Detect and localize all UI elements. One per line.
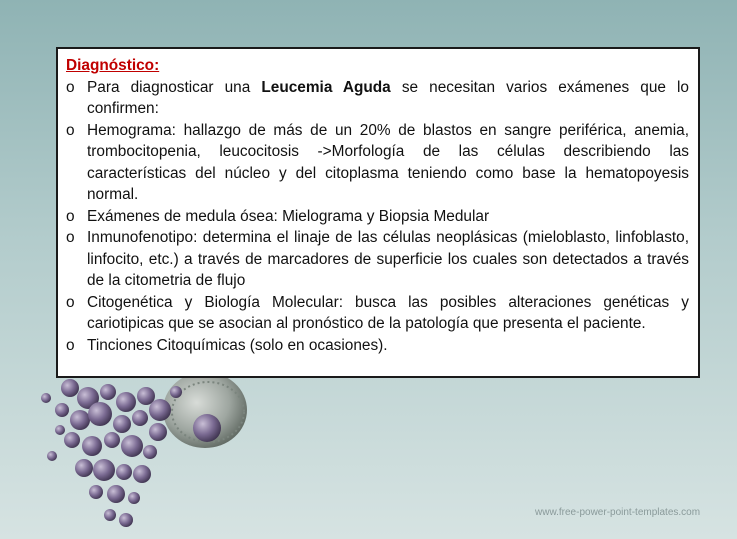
- list-item: o Hemograma: hallazgo de más de un 20% de blastos en sangre periférica, anemia, trombocitopenia, leucocitosis ->Morfología de las células describiendo las características del núcleo y del citoplasma teniendo como base la hematopoyesis normal.: [66, 121, 689, 203]
- bullet: o: [66, 207, 75, 225]
- bullet: o: [66, 229, 75, 246]
- list-item: o Inmunofenotipo: determina el linaje de las células neoplásicas (mieloblasto, linfoblasto, linfocito, etc.) a través de marcadores de superficie los cuales son detectados a través de la citometria de flujo: [66, 229, 689, 289]
- bullet: o: [66, 293, 75, 311]
- bullet: o: [66, 336, 75, 354]
- list-item: o Tinciones Citoquímicas (solo en ocasiones).: [66, 335, 689, 357]
- purple-cell-cluster: [41, 379, 182, 527]
- diagnosis-list: [66, 77, 689, 357]
- diagnosis-textbox: [56, 47, 700, 378]
- list-item: o Exámenes de medula ósea: Mielograma y Biopsia Medular: [66, 206, 689, 228]
- grey-cell: [163, 372, 247, 448]
- emphasis-leucemia-aguda: Leucemia Aguda: [261, 78, 391, 96]
- list-item: o Para diagnosticar una Leucemia Aguda se necesitan varios exámenes que lo confirmen:: [66, 78, 689, 117]
- diagnosis-heading: Diagnóstico:: [66, 57, 160, 74]
- bullet: o: [66, 121, 75, 139]
- bullet: o: [66, 78, 75, 96]
- footer-url: www.free-power-point-templates.com: [535, 507, 701, 518]
- list-item: o Citogenética y Biología Molecular: busca las posibles alteraciones genéticas y cariotipicas que se asocian al pronóstico de la patología que presenta el paciente.: [66, 293, 689, 332]
